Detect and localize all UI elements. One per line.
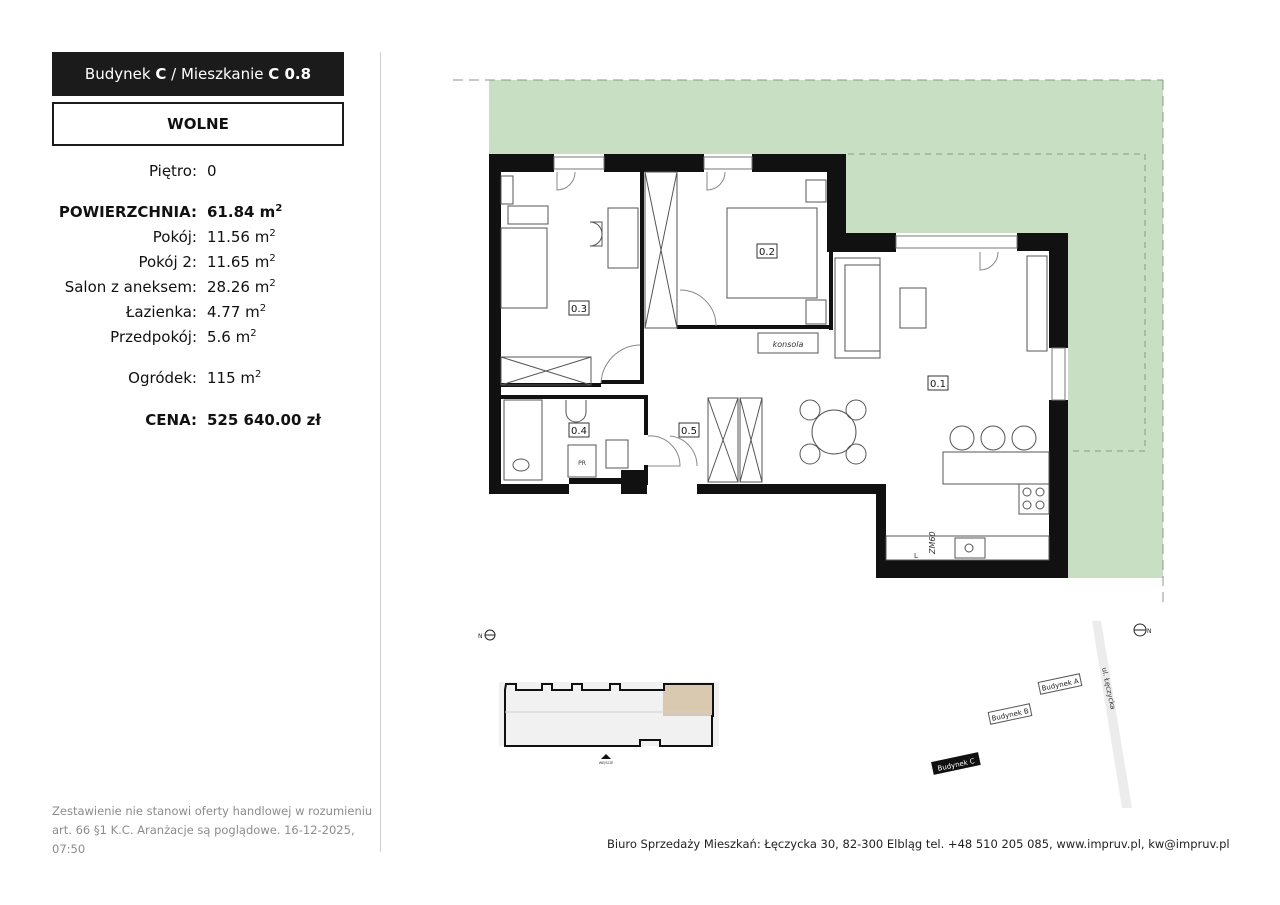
floor-label: Piętro: xyxy=(148,162,197,180)
compass-n-left: N xyxy=(478,633,483,640)
wc-annotation: PR xyxy=(578,460,586,467)
area-value: 61.84 m xyxy=(207,203,276,221)
entrance-label: WEJŚCIE xyxy=(598,761,614,765)
building-b-marker xyxy=(988,704,1032,724)
garden-unit-sup: 2 xyxy=(255,369,262,380)
room-unit-sup: 2 xyxy=(269,228,276,239)
compass-n-right: N xyxy=(1147,628,1152,635)
room-unit-sup: 2 xyxy=(269,253,276,264)
street-label: ul. Łęczycka xyxy=(1100,666,1117,711)
console-annotation: konsola xyxy=(772,340,804,349)
price-value: 525 640.00 zł xyxy=(207,411,321,429)
footer-contact: Biuro Sprzedaży Mieszkań: Łęczycka 30, 82-300 Elbląg tel. +48 510 205 085, www.impruv.pl, kw@impruv.pl xyxy=(607,837,1230,851)
compass-icon xyxy=(478,630,495,640)
building-a-label: Budynek A xyxy=(1040,677,1080,693)
price-label: CENA: xyxy=(145,411,197,429)
room-label-room-text: 0.3 xyxy=(571,304,587,315)
status-badge: WOLNE xyxy=(52,102,344,146)
room-value: 4.77 m xyxy=(207,303,260,321)
room-label: Łazienka: xyxy=(125,303,197,321)
apartment-label: Mieszkanie xyxy=(180,65,264,83)
apartment-code: C 0.8 xyxy=(268,65,312,83)
room-value: 5.6 m xyxy=(207,328,251,346)
compass-icon xyxy=(1134,624,1152,636)
room-label-hall xyxy=(679,423,699,437)
title-separator: / xyxy=(166,65,181,83)
building-c-label: Budynek C xyxy=(936,757,976,773)
room-unit-sup: 2 xyxy=(250,328,257,339)
room-label-living-text: 0.1 xyxy=(930,379,946,390)
site-map xyxy=(931,621,1132,808)
area-label: POWIERZCHNIA: xyxy=(58,203,197,221)
room-value: 11.65 m xyxy=(207,253,270,271)
garden-value: 115 m xyxy=(207,369,256,387)
room-label: Przedpokój: xyxy=(110,328,197,346)
building-key-plan xyxy=(499,682,719,765)
room-value: 11.56 m xyxy=(207,228,270,246)
room-unit-sup: 2 xyxy=(269,278,276,289)
disclaimer-text: Zestawienie nie stanowi oferty handlowej w rozumieniu art. 66 §1 K.C. Aranżacje są poglądowe. 16-12-2025, 07:50 xyxy=(52,804,373,856)
room-label-bedroom-text: 0.2 xyxy=(759,247,775,258)
room-label-bathroom xyxy=(569,423,589,437)
building-b-label: Budynek B xyxy=(990,707,1030,723)
room-label-hall-text: 0.5 xyxy=(681,426,697,437)
floor-value: 0 xyxy=(207,162,217,180)
apartment-highlight xyxy=(663,684,713,716)
room-label-living xyxy=(928,376,948,390)
room-label: Pokój 2: xyxy=(138,253,197,271)
garden-label: Ogródek: xyxy=(128,369,197,387)
room-label-bedroom xyxy=(757,244,777,258)
room-label-room xyxy=(569,301,589,315)
room-label-bathroom-text: 0.4 xyxy=(571,426,587,437)
building-c-marker xyxy=(931,752,981,775)
room-unit-sup: 2 xyxy=(259,303,267,314)
room-value: 28.26 m xyxy=(207,278,270,296)
area-unit-sup: 2 xyxy=(275,203,283,214)
meter-annotation: ZM60 xyxy=(928,531,937,554)
building-label: Budynek xyxy=(84,65,151,83)
building-code: C xyxy=(155,65,167,83)
l-annotation: L xyxy=(914,552,918,560)
building-a-marker xyxy=(1038,674,1082,694)
room-label: Pokój: xyxy=(152,228,197,246)
room-label: Salon z aneksem: xyxy=(64,278,197,296)
